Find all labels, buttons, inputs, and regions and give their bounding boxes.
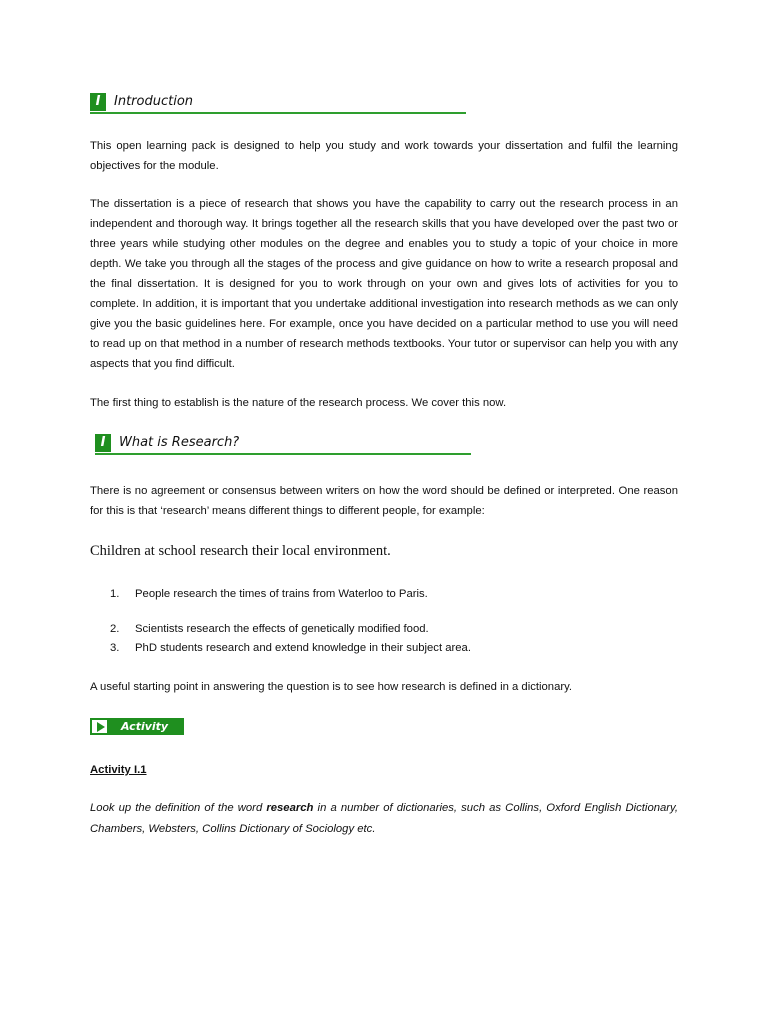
introduction-heading <box>90 92 466 114</box>
activity-text-bold: research <box>266 802 314 814</box>
document-page <box>90 0 678 1024</box>
intro-paragraph-2: The dissertation is a piece of research that shows you have the capability to carry out the research process in an independent and thorough way. It brings together all the research skills that you have developed over the past two or three years while studying other modules on the degree and enables you to study a topic of your choice in more depth. We take you through all the stages of the process and give guidance on how to write a research proposal and the final dissertation. It is designed for you to work through on your own and gives lots of activities for you to complete. In addition, it is important that you undertake additional investigation into research methods as we can only give you the basic guidelines here. For example, once you have decided on a particular method to use you will need to read up on that method in a number of research methods textbooks. Your tutor or supervisor can help you with any aspects that you find difficult. <box>90 198 678 370</box>
list-item <box>110 585 428 603</box>
section-marker: I <box>90 93 106 111</box>
activity-badge-label: Activity <box>121 720 169 733</box>
intro-paragraph-3: The first thing to establish is the nature of the research process. We cover this now. <box>90 397 507 409</box>
section-marker: I <box>95 434 111 452</box>
list-number: 1. <box>110 588 120 600</box>
activity-text-after: in a number of dictionaries, such as Collins, Oxford English Dictionary, Chambers, Websters, Collins Dictionary of Sociology etc. <box>90 802 678 835</box>
introduction-title: Introduction <box>114 94 194 109</box>
list-number: 2. <box>110 623 120 635</box>
activity-badge <box>90 718 184 735</box>
what-is-research-heading <box>95 433 471 455</box>
serif-example-line: Children at school research their local environment. <box>90 543 391 559</box>
research-paragraph-2: A useful starting point in answering the question is to see how research is defined in a dictionary. <box>90 681 573 693</box>
play-icon <box>92 720 107 733</box>
activity-text-before: Look up the definition of the word <box>90 802 267 814</box>
activity-instructions <box>90 798 678 840</box>
what-is-research-title: What is Research? <box>119 435 240 450</box>
research-paragraph-1: There is no agreement or consensus between writers on how the word should be defined or interpreted. One reason for this is that ‘research’ means different things to different people, for example: <box>90 485 678 517</box>
list-text: Scientists research the effects of genetically modified food. <box>135 623 429 635</box>
list-number: 3. <box>110 642 120 654</box>
list-item <box>110 639 471 657</box>
list-text: PhD students research and extend knowledge in their subject area. <box>135 642 471 654</box>
list-item <box>110 620 429 638</box>
list-text: People research the times of trains from Waterloo to Paris. <box>135 588 428 600</box>
activity-title: Activity I.1 <box>90 764 147 776</box>
intro-paragraph-1: This open learning pack is designed to help you study and work towards your dissertation and fulfil the learning objectives for the module. <box>90 140 678 172</box>
